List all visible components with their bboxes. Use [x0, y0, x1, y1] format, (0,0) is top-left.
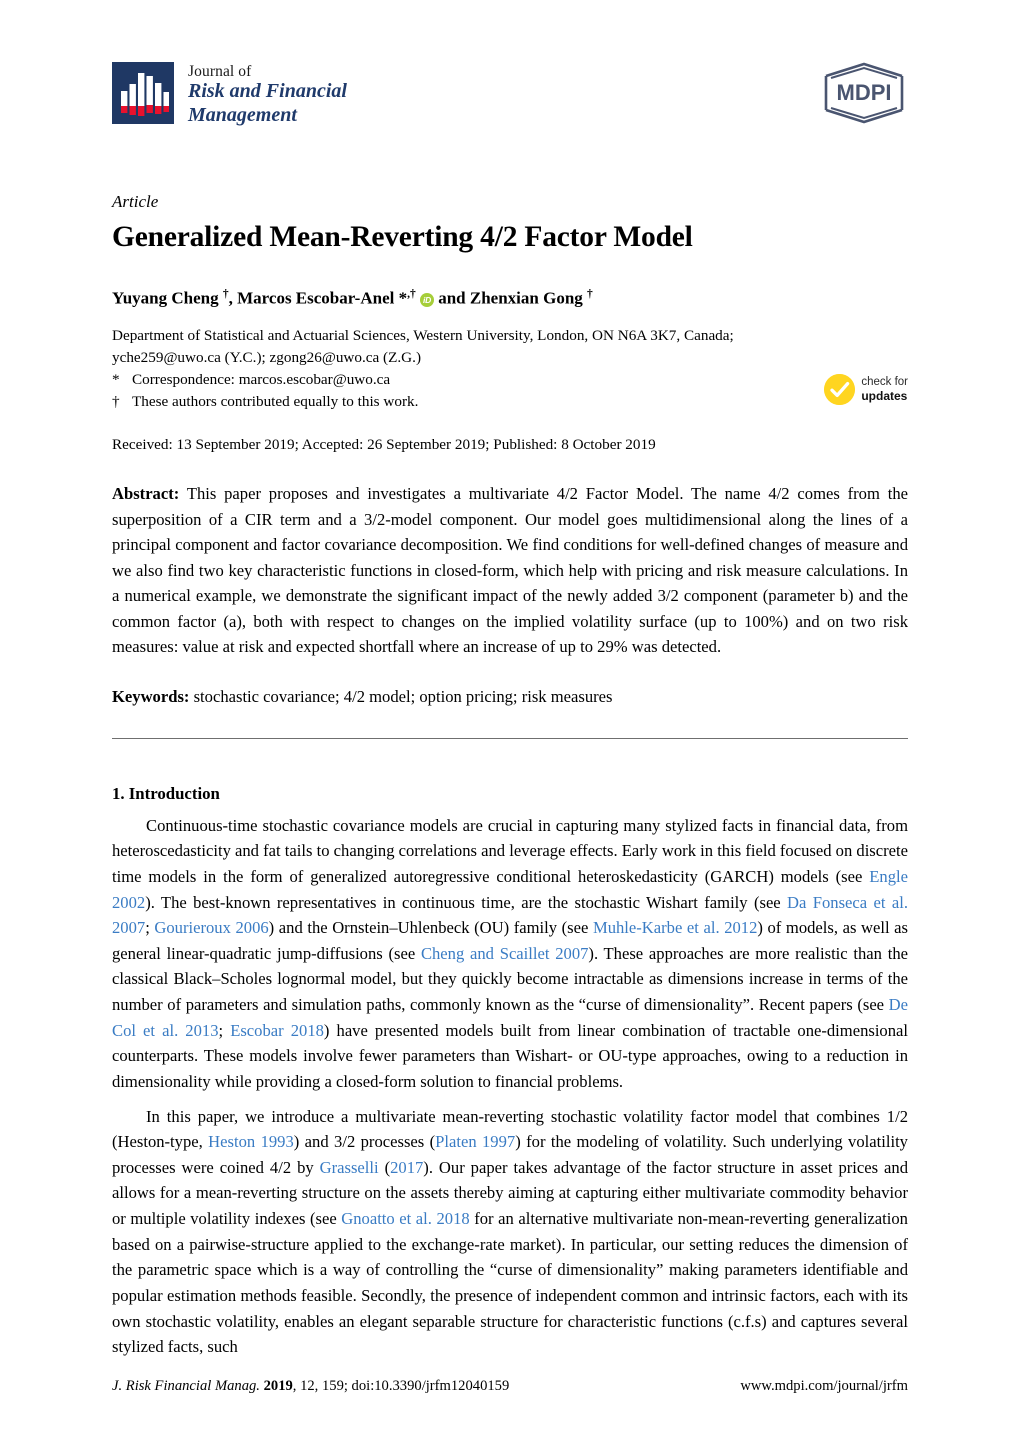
footer-year: 2019	[263, 1378, 293, 1394]
page-title: Generalized Mean-Reverting 4/2 Factor Model	[112, 221, 693, 253]
correspondence-note	[112, 369, 908, 391]
author-list: Yuyang Cheng †, Marcos Escobar-Anel *,† iD and Zhenxian Gong †	[112, 288, 593, 309]
footer-journal-abbrev: J. Risk Financial Manag.	[112, 1378, 260, 1394]
journal-title-line1: Risk and Financial	[188, 80, 347, 103]
article-type-label: Article	[112, 192, 159, 211]
journal-name	[188, 62, 347, 127]
journal-branding	[112, 62, 908, 127]
equal-contribution-note	[112, 391, 908, 413]
equal-contribution-text: These authors contributed equally to this work.	[132, 392, 419, 410]
paragraph: Continuous-time stochastic covariance models are crucial in capturing many stylized facts in financial data, from heteroscedasticity and fat tails to changing correlations and leverage effects. Early work in this field focused on discrete time models in the form of generalized autoregressive conditional heteroskedasticity (GARCH) models (see Engle 2002). The best-known representatives in continuous time, are the stochastic Wishart family (see Da Fonseca et al. 2007; Gourieroux 2006) and the Ornstein–Uhlenbeck (OU) family (see Muhle-Karbe et al. 2012) of models, as well as general linear-quadratic jump-diffusions (see Cheng and Scaillet 2007). These approaches are more realistic than the classical Black–Scholes lognormal model, but they quickly become intractable as dimensions increase in terms of the number of parameters and simulation paths, commonly known as the “curse of dimensionality”. Recent papers (see De Col et al. 2013; Escobar 2018) have presented models built from linear combination of tractable one-dimensional counterparts. These models involve fewer parameters than Wishart- or OU-type approaches, owing to a reduction in dimensionality while providing a closed-form solution to financial problems.	[112, 815, 909, 1091]
affiliation-line-2: yche259@uwo.ca (Y.C.); zgong26@uwo.ca (Z.G.)	[112, 348, 422, 366]
affiliations	[112, 325, 908, 413]
abstract-block	[112, 481, 908, 660]
footer-citation	[112, 1378, 509, 1395]
correspondence-marker: *	[112, 370, 120, 388]
correspondence-text: Correspondence: marcos.escobar@uwo.ca	[132, 370, 391, 388]
mdpi-logo-icon	[820, 62, 908, 124]
cfu-line-2: updates	[861, 389, 908, 404]
page-footer	[112, 1378, 908, 1395]
section-heading-introduction: 1. Introduction	[112, 783, 220, 803]
section-divider	[112, 738, 908, 739]
keywords-text: stochastic covariance; 4/2 model; option pricing; risk measures	[193, 686, 613, 706]
equal-contribution-marker: †	[112, 392, 120, 410]
cfu-line-1: check for	[861, 375, 908, 388]
keywords-label: Keywords:	[112, 686, 190, 706]
abstract-label: Abstract:	[112, 483, 180, 503]
keywords-block	[112, 685, 908, 710]
masthead	[112, 0, 908, 154]
affiliation-line-1: Department of Statistical and Actuarial Sciences, Western University, London, ON N6A 3K7, Canada;	[112, 326, 734, 344]
abstract-text: This paper proposes and investigates a multivariate 4/2 Factor Model. The name 4/2 comes from the superposition of a CIR term and a 3/2-model component. Our model goes multidimensional along the lines of a principal component and factor covariance decomposition. We find conditions for well-defined changes of measure and we also find two key characteristic functions in closed-form, which help with pricing and risk measure calculations. In a numerical example, we demonstrate the significant impact of the newly added 3/2 component (parameter b) and the common factor (a), both with respect to changes on the implied volatility surface (up to 100%) and on two risk measures: value at risk and expected shortfall where an increase of up to 29% was detected.	[112, 483, 908, 657]
orcid-icon[interactable]: iD	[420, 293, 434, 307]
paragraph: In this paper, we introduce a multivariate mean-reverting stochastic volatility factor model that combines 1/2 (Heston-type, Heston 1993) and 3/2 processes (Platen 1997) for the modeling of volatility. Such underlying volatility processes were coined 4/2 by Grasselli (2017). Our paper takes advantage of the factor structure in asset prices and allows for a mean-reverting structure on the assets thereby aiming at capturing either multivariate commodity behavior or multiple volatility indexes (see Gnoatto et al. 2018 for an alternative multivariate non-mean-reverting generalization based on a pairwise-structure applied to the exchange-rate market). In particular, our setting reduces the dimension of the parametric space which is a way of controlling the “curse of dimensionality” making parameters identifiable and popular estimation methods feasible. Secondly, the presence of independent common and intrinsic factors, each with its own stochastic volatility, enables an elegant separable structure for characteristic functions (c.f.s) and captures several stylized facts, such	[112, 1106, 908, 1357]
journal-of-label: Journal of	[188, 63, 252, 80]
check-circle-icon	[824, 374, 855, 405]
publication-dates: Received: 13 September 2019; Accepted: 26 September 2019; Published: 8 October 2019	[112, 435, 656, 453]
footer-url[interactable]: www.mdpi.com/journal/jrfm	[740, 1378, 908, 1394]
footer-volume-doi: , 12, 159; doi:10.3390/jrfm12040159	[292, 1378, 510, 1394]
mdpi-logo-text: MDPI	[836, 80, 892, 105]
jrfm-logo-icon	[112, 62, 174, 124]
check-for-updates-badge[interactable]	[824, 374, 908, 405]
journal-title-line2: Management	[188, 103, 297, 126]
check-for-updates-text	[861, 376, 908, 404]
